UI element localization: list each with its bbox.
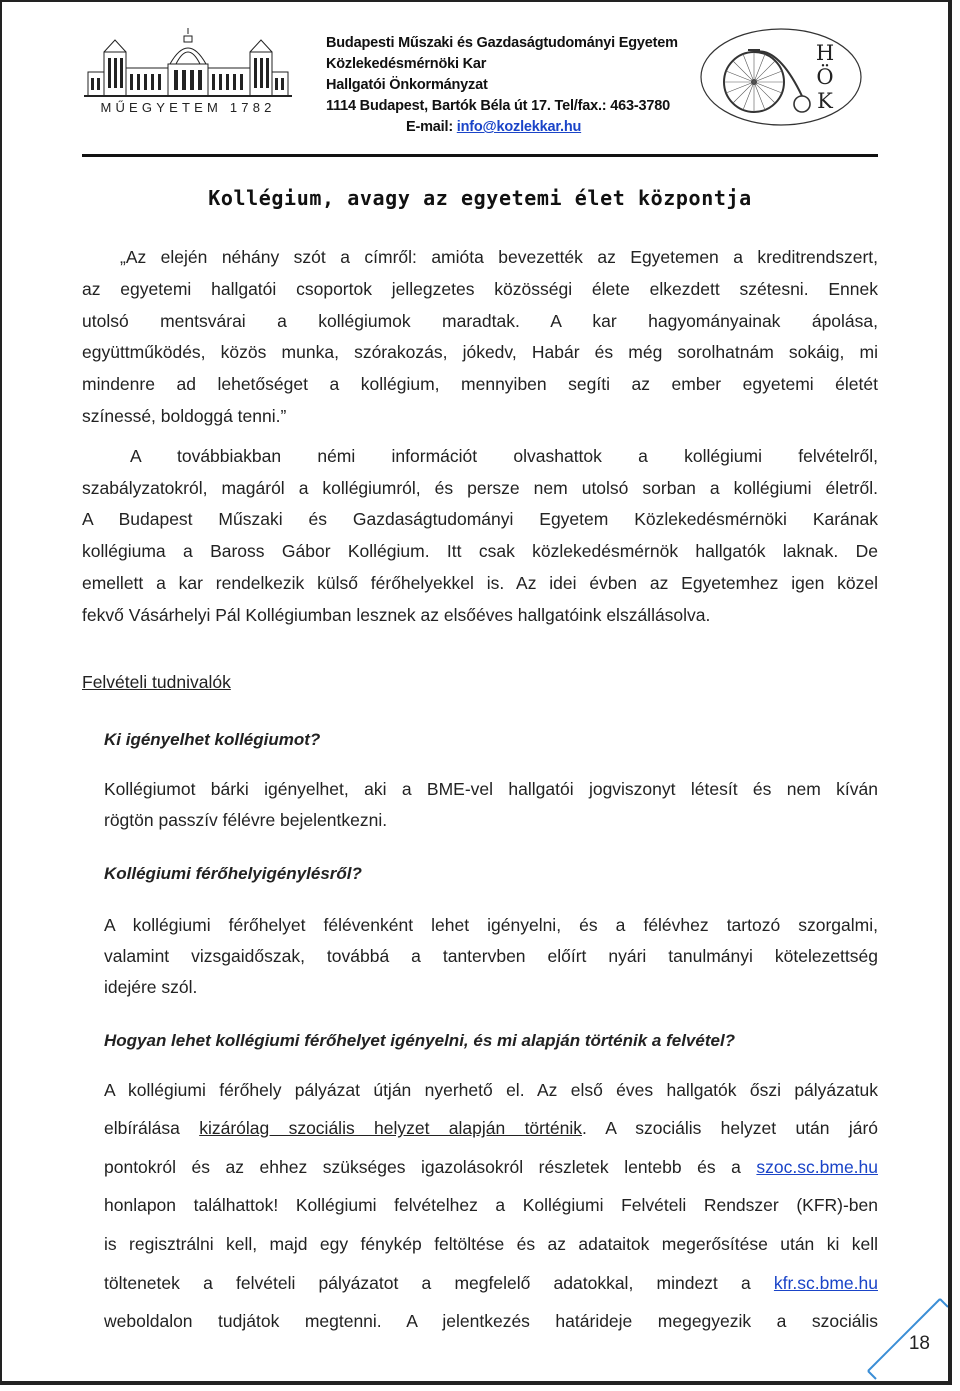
quote-line: az egyetemi hallgatói csoportok jellegzetes közösségi élete elkezdett szétesni. Ennek <box>82 278 878 299</box>
answer-line <box>104 1148 878 1187</box>
bme-building-logo <box>84 24 292 116</box>
intro-quote <box>82 242 878 433</box>
underlined-phrase: kizárólag szociális helyzet alapján történik <box>199 1118 582 1139</box>
info-line: emellett a kar rendelkezik külső férőhelyekkel is. Az idei évben az Egyetemhez igen közel <box>82 572 878 593</box>
letterhead-text <box>326 33 678 138</box>
info-line: szabályzatokról, magáról a kollégiumról, és persze nem utolsó sorban a kollégiumi életről. <box>82 477 878 498</box>
quote-line: „Az elején néhány szót a címről: amióta bevezették az Egyetemen a kreditrendszert, <box>120 247 878 267</box>
section-heading-admission: Felvételi tudnivalók <box>82 671 231 692</box>
page-number-corner <box>856 1289 948 1381</box>
info-line: A továbbiakban némi információt olvashattok a kollégiumi felvételről, <box>130 445 878 466</box>
address-line: 1114 Budapest, Bartók Béla út 17. Tel/fax.: 463-3780 <box>326 98 670 114</box>
header-divider <box>82 154 878 157</box>
email-link[interactable]: info@kozlekkar.hu <box>456 119 582 135</box>
union-name: Hallgatói Önkormányzat <box>326 77 488 93</box>
kfr-link[interactable]: kfr.sc.bme.hu <box>773 1272 878 1293</box>
email-line <box>326 117 678 138</box>
page-number: 18 <box>908 1333 930 1354</box>
info-line: A Budapest Műszaki és Gazdaságtudományi Egyetem Közlekedésmérnöki Karának <box>82 509 878 530</box>
question-how-to-apply: Hogyan lehet kollégiumi férőhelyet igényelni, és mi alapján történik a felvétel? <box>104 1030 736 1050</box>
hok-bicycle-logo <box>698 26 864 128</box>
faculty-name: Közlekedésmérnöki Kar <box>326 56 487 72</box>
answer-who-can-apply <box>104 774 878 836</box>
info-line: fekvő Vásárhelyi Pál Kollégiumban lesznek az elsőéves hallgatóink elszállásolva. <box>82 604 711 625</box>
admission-section <box>104 726 878 1341</box>
bme-logo-caption: MŰEGYETEM 1782 <box>100 100 276 115</box>
answer-how-to-apply <box>104 1071 878 1341</box>
quote-line: utolsó mentsvárai a kollégiumok maradtak. A kar hagyományainak ápolása, <box>82 310 878 331</box>
quote-line: együttműködés, közös munka, szórakozás, jókedv, Habár és még sorolhatnám sokáig, mi <box>82 342 878 363</box>
hok-letter-h: H <box>815 41 835 65</box>
hok-letter-k: K <box>817 89 833 113</box>
szoc-link[interactable]: szoc.sc.bme.hu <box>756 1156 878 1177</box>
answer-line: weboldalon tudjátok megtenni. A jelentkezés határideje megegyezik a szociális <box>104 1311 878 1332</box>
answer-line: honlapon találhattok! Kollégiumi felvételhez a Kollégiumi Felvételi Rendszer (KFR)-ben <box>104 1195 878 1216</box>
quote-line: színessé, boldoggá tenni.” <box>82 405 287 426</box>
answer-line: A kollégiumi férőhely pályázat útján nyerhető el. Az első éves hallgatók őszi pályázatuk <box>104 1079 878 1100</box>
answer-line: is regisztrálni kell, majd egy fénykép feltöltése és az adataitok megerősítése után ki kell <box>104 1233 878 1254</box>
university-name: Budapesti Műszaki és Gazdaságtudományi Egyetem <box>326 35 678 51</box>
answer-line <box>104 1264 878 1303</box>
text-fragment: elbírálása <box>104 1118 200 1139</box>
text-fragment: . A szociális helyzet után járó <box>581 1118 879 1139</box>
text-fragment: töltenetek a felvételi pályázatot a megfelelő adatokkal, mindezt a <box>104 1272 774 1293</box>
info-paragraph <box>82 441 878 632</box>
quote-line: mindenre ad lehetőséget a kollégium, mennyiben segíti az ember egyetemi életét <box>82 374 878 395</box>
question-who-can-apply: Ki igényelhet kollégiumot? <box>104 729 321 749</box>
hok-letter-o: Ö <box>816 65 834 89</box>
answer-line: A kollégiumi férőhelyet félévenként lehet igényelni, és a félévhez tartozó szorgalmi, <box>104 914 878 935</box>
text-fragment: pontokról és az ehhez szükséges igazolásokról részletek lentebb és a <box>104 1156 757 1177</box>
main-content <box>82 242 878 1341</box>
letterhead <box>2 2 948 162</box>
question-room-application: Kollégiumi férőhelyigénylésről? <box>104 863 362 883</box>
email-label: E-mail: <box>406 119 457 135</box>
answer-line: idejére szól. <box>104 976 198 997</box>
page-title: Kollégium, avagy az egyetemi élet központja <box>208 186 752 210</box>
answer-line: Kollégiumot bárki igényelhet, aki a BME-vel hallgatói jogviszonyt létesít és nem kíván <box>104 778 878 799</box>
answer-line <box>104 1109 878 1148</box>
answer-room-application <box>104 910 878 1003</box>
info-line: kollégiuma a Baross Gábor Kollégium. Itt csak közlekedésmérnök hallgatók laknak. De <box>82 541 878 562</box>
answer-line: rögtön passzív félévre bejelentkezni. <box>104 809 388 830</box>
answer-line: valamint vizsgaidőszak, továbbá a tantervben előírt nyári tanulmányi kötelezettség <box>104 945 878 966</box>
